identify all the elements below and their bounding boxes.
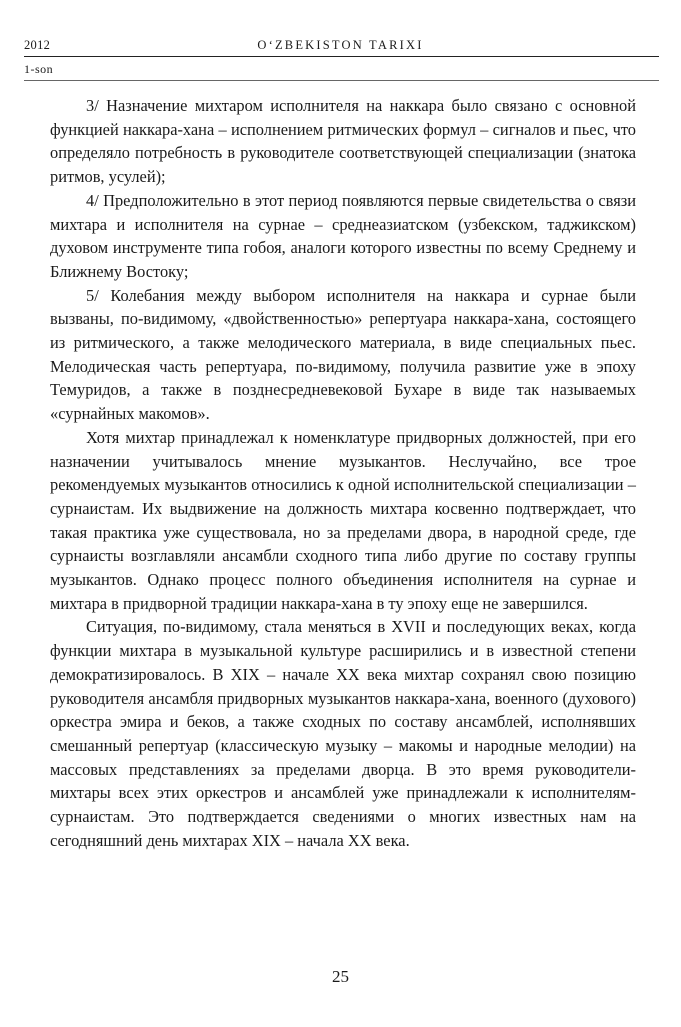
page-number: 25 [332, 967, 349, 986]
issue-number: 1-son [24, 62, 54, 76]
paragraph-mikhtar-nomenclature: Хотя михтар принадлежал к номенклатуре придворных должностей, при его назначении учитывалось мнение музыкантов. Неслучайно, все трое рекомендуемых музыкантов относились к одной исполнительской специализации – сурнаистам. Их выдвижение на должность михтара косвенно подтверждает, что такая практика уже существовала, но за пределами двора, в народной среде, где сурнаисты возглавляли ансамбли сходного типа либо другие по составу группы музыкантов. Однако процесс полного объединения исполнителя на сурнае и михтара в придворной традиции наккара-хана в ту эпоху еще не завершился. [50, 427, 636, 613]
paragraph-5: 5/ Колебания между выбором исполнителя на наккара и сурнае были вызваны, по-видимому, «двойственностью» репертуара наккара-хана, состоящего из ритмического, а также мелодического материала, в виде специальных пьес. Мелодическая часть репертуара, по-видимому, получила развитие уже в эпоху Темуридов, а также в позднесредневековой Бухаре в виде так называемых «сурнайных макомов». [50, 285, 636, 424]
paragraph-situation: Ситуация, по-видимому, стала меняться в XVII и последующих веках, когда функции михтара в музыкальной культуре расширились и в известной степени демократизировалось. В XIX – начале XX века михтар сохранял свою позицию руководителя ансамбля придворных музыкантов наккара-хана, военного (духового) оркестра эмира и беков, а также сходных по составу ансамблей, исполнявших смешанный репертуар (классическую музыку – макомы и народные мелодии) на массовых представлениях за пределами дворца. В это время руководители-михтары всех этих оркестров и ансамблей уже принадлежали к исполнителям-сурнаистам. Это подтверждается сведениями о многих известных нам на сегодняшний день михтарах XIX – начала XX века. [50, 617, 636, 850]
paragraph-4: 4/ Предположительно в этот период появляются первые свидетельства о связи михтара и исполнителя на сурнае – среднеазиатском (узбекском, таджикском) духовом инструменте типа гобоя, аналоги которого известны по всему Среднему и Ближнему Востоку; [50, 190, 636, 281]
paragraph-3: 3/ Назначение михтаром исполнителя на наккара было связано с основной функцией наккара-хана – исполнением ритмических формул – сигналов и пьес, что определяло потребность в руководителе соответствующей специализации (знатока ритмов, усулей); [50, 96, 636, 187]
article-body [50, 94, 636, 853]
journal-title: O‘ZBEKISTON TARIXI [257, 38, 424, 52]
header-rule-secondary [24, 80, 659, 81]
header-rule [24, 56, 659, 57]
header-year: 2012 [24, 38, 51, 52]
